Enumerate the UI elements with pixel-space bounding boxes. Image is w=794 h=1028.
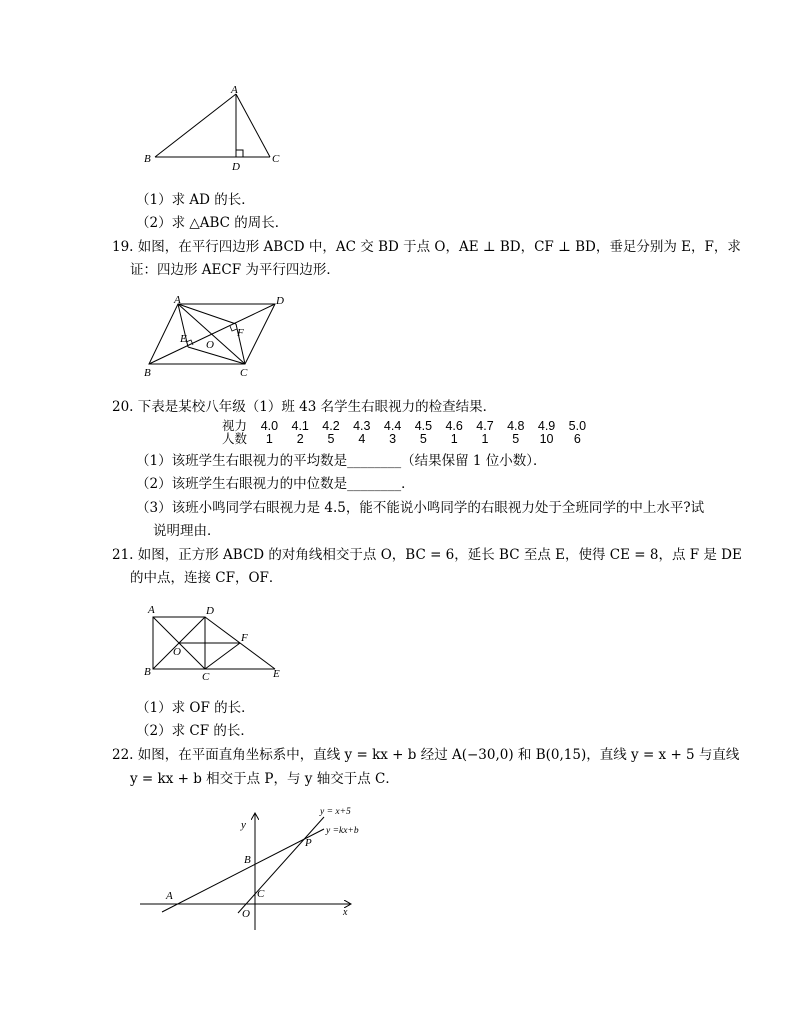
label-A: A [174,294,181,306]
vision-table [222,420,593,446]
label-F: F [237,327,244,339]
label-B: B [144,666,151,678]
label-line-kx-b: y =kx+b [326,826,359,836]
vision-cell: 4.5 [414,419,433,433]
q21-text-line2: 的中点，连接 CF，OF． [130,570,283,586]
vision-cell: 4.0 [260,419,279,433]
label-A: A [166,890,173,902]
q18-part1: （1）求 AD 的长． [136,192,255,208]
label-B: B [244,854,251,866]
count-cell: 10 [539,432,554,446]
vision-cell: 4.8 [507,419,525,433]
count-row [222,433,593,446]
q20-part3-line1: （3）该班小鸣同学右眼视力是 4.5，能不能说小鸣同学的右眼视力处于全班同学的中上水平?试 [136,500,705,516]
count-cell: 4 [358,432,366,446]
q19-text-line2: 证：四边形 AECF 为平行四边形． [130,262,340,278]
vision-cell: 4.2 [322,419,340,433]
label-D: D [232,161,240,173]
count-cell: 1 [481,432,489,446]
label-C: C [240,367,248,379]
label-O: O [173,646,181,658]
vision-cell: 4.9 [537,419,556,433]
count-header: 人数 [222,432,248,446]
q20-part3-line2: 说明理由． [153,523,221,539]
label-D: D [276,295,284,307]
count-cell: 2 [296,432,304,446]
label-O: O [206,339,214,351]
label-E: E [180,333,187,345]
label-E: E [273,668,280,680]
count-cell: 3 [389,432,397,446]
count-cell: 1 [265,432,273,446]
count-cell: 1 [450,432,458,446]
vision-cell: 4.3 [353,419,371,433]
vision-header: 视力 [222,419,248,433]
figure-q21-square [140,600,290,682]
label-line-x-plus-5: y = x+5 [320,807,351,817]
vision-cell: 4.7 [476,419,494,433]
q21-part1: （1）求 OF 的长． [136,700,255,716]
label-A: A [148,604,155,616]
line-x-plus-5 [238,817,324,913]
vision-cell: 4.1 [291,419,309,433]
q22-text-line1: 22. 如图，在平面直角坐标系中，直线 y = kx + b 经过 A(−30,0) 和 B(0,15)，直线 y = x + 5 与直线 [112,747,740,763]
vision-cell: 4.6 [445,419,463,433]
label-B: B [144,153,151,165]
q20-part2: （2）该班学生右眼视力的中位数是________． [136,476,415,492]
label-y: y [241,819,246,831]
figure-q18-triangle [140,82,290,174]
vision-cell: 5.0 [568,419,587,433]
line-kx-b [162,829,324,912]
label-D: D [206,605,214,617]
q18-part2: （2）求 △ABC 的周长． [136,215,289,231]
label-P: P [305,837,312,849]
label-O: O [242,908,250,920]
label-x: x [343,907,348,918]
label-F: F [241,632,248,644]
vision-row [222,420,593,433]
figure-q22-coordinate-plane [130,800,380,935]
q20-part1: （1）该班学生右眼视力的平均数是________（结果保留 1 位小数）． [136,453,547,469]
count-cell: 5 [512,432,520,446]
figure-q19-parallelogram [140,294,300,380]
count-cell: 5 [419,432,427,446]
q21-text-line1: 21. 如图，正方形 ABCD 的对角线相交于点 O，BC = 6，延长 BC 至点 E，使得 CE = 8，点 F 是 DE [112,547,742,563]
label-C: C [257,888,265,900]
count-cell: 5 [327,432,335,446]
label-C: C [202,671,210,682]
label-C: C [272,153,280,165]
vision-cell: 4.4 [383,419,402,433]
label-A: A [231,84,238,96]
q20-intro: 20. 下表是某校八年级（1）班 43 名学生右眼视力的检查结果． [112,399,497,415]
q19-text-line1: 19. 如图，在平行四边形 ABCD 中，AC 交 BD 于点 O，AE ⊥ BD，CF ⊥ BD，垂足分别为 E，F，求 [112,239,741,255]
label-B: B [144,367,151,379]
count-cell: 6 [573,432,581,446]
q21-part2: （2）求 CF 的长． [136,723,254,739]
q22-text-line2: y = kx + b 相交于点 P，与 y 轴交于点 C． [130,771,399,787]
